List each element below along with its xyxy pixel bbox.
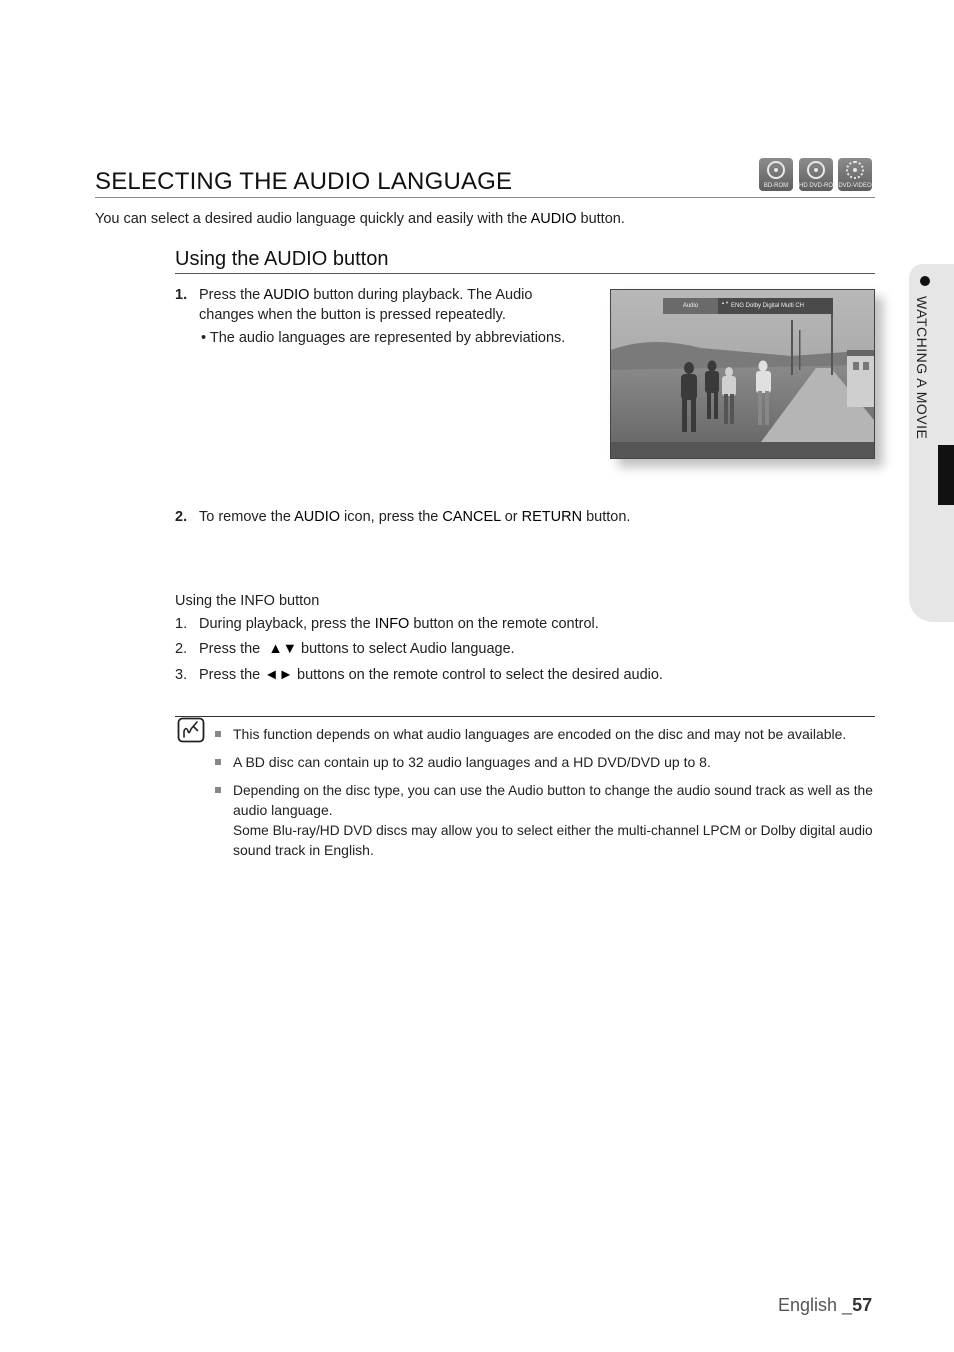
chapter-title: WATCHING A MOVIE	[914, 296, 930, 440]
step-2-number: 2.	[175, 509, 188, 525]
note-item-3-line-3: Some Blu-ray/HD DVD discs may allow you to select either the multi-channel LPCM or Dolby digital audio	[233, 822, 873, 838]
step-1-bullet: • The audio languages are represented by abbreviations.	[201, 330, 566, 346]
disc-label-dvd-video: DVD-VIDEO	[838, 183, 872, 189]
chapter-marker	[938, 445, 954, 505]
section-heading: Using the AUDIO button	[175, 248, 389, 270]
osd-audio-label: Audio	[663, 298, 718, 314]
info-step-2-number: 2.	[175, 641, 188, 657]
screen-bottom-bar	[611, 442, 874, 458]
hd-dvd-rom-disc-icon	[799, 158, 838, 191]
step-1-line-1: Press the AUDIO button during playback. The Audio	[199, 287, 533, 303]
note-bullet-2	[215, 759, 221, 765]
osd-audio-value: ENG Dolby Digital Multi CH	[731, 303, 805, 309]
disc-label-bd-rom: BD-ROM	[763, 183, 789, 189]
note-divider	[175, 716, 875, 717]
title-divider	[95, 197, 875, 198]
note-pencil-icon	[177, 717, 205, 748]
step-1-line-2: changes when the button is pressed repeatedly.	[199, 307, 506, 323]
note-item-3-line-1: Depending on the disc type, you can use the Audio button to change the audio sound track as well as the	[233, 782, 873, 798]
info-step-3-number: 3.	[175, 667, 188, 683]
note-item-1: This function depends on what audio languages are encoded on the disc and may not be available.	[233, 726, 847, 742]
page-number: 57	[852, 1295, 873, 1315]
note-item-3-line-4: sound track in English.	[233, 842, 374, 858]
audio-osd-bar	[663, 298, 833, 314]
info-section-heading: Using the INFO button	[175, 593, 320, 609]
note-bullet-1	[215, 731, 221, 737]
step-2-text: To remove the AUDIO icon, press the CANCEL or RETURN button.	[199, 509, 631, 525]
note-item-2: A BD disc can contain up to 32 audio languages and a HD DVD/DVD up to 8.	[233, 754, 711, 770]
info-step-2-text: Press the ▲▼ buttons to select Audio language.	[199, 641, 515, 657]
up-down-arrow-icon: ▲▼	[721, 300, 729, 305]
audio-button-ref: AUDIO	[530, 211, 577, 227]
road-scene-image	[611, 290, 874, 458]
playback-screenshot	[610, 289, 875, 459]
dvd-video-disc-icon	[838, 158, 872, 191]
section-divider	[175, 273, 875, 274]
info-step-1-number: 1.	[175, 616, 188, 632]
footer-language: English _	[778, 1295, 853, 1315]
info-step-1-text: During playback, press the INFO button on the remote control.	[199, 616, 599, 632]
note-item-3-line-2: audio language.	[233, 802, 333, 818]
page-title: SELECTING THE AUDIO LANGUAGE	[95, 168, 513, 195]
page-footer	[778, 1295, 872, 1316]
step-1-number: 1.	[175, 287, 188, 303]
bd-rom-disc-icon	[759, 158, 793, 191]
note-bullet-3	[215, 787, 221, 793]
disc-label-hd-dvd-rom: HD DVD-ROM	[799, 183, 838, 189]
info-step-3-text: Press the ◄► buttons on the remote control to select the desired audio.	[199, 667, 663, 683]
intro-paragraph: You can select a desired audio language quickly and easily with the AUDIO button.	[95, 211, 625, 227]
chapter-bullet-icon	[920, 276, 930, 286]
